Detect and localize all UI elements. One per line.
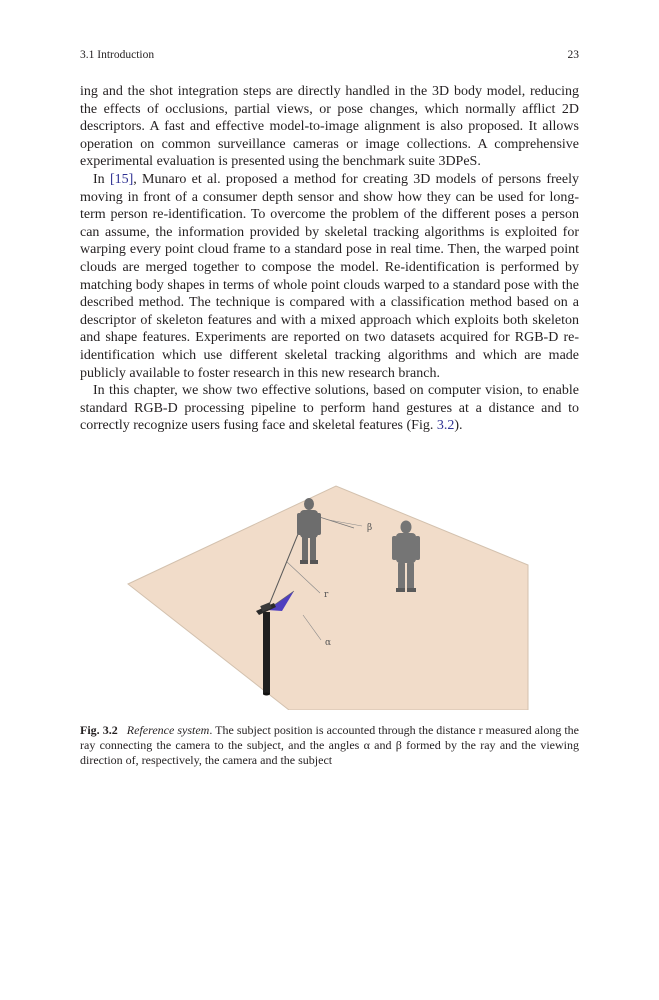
figure-caption xyxy=(80,723,579,768)
beta-label: β xyxy=(367,523,373,533)
caption-text: . The subject position is accounted through the distance r measured along the ray connecting the camera to the subject, and the angles α and β formed by the ray and the viewing direction of, respectively, the camera and the subject xyxy=(80,723,580,767)
paragraph-2 xyxy=(80,171,579,382)
running-header xyxy=(80,49,580,65)
r-label: r xyxy=(324,590,329,600)
alpha-label: α xyxy=(325,638,332,648)
paragraph-3-end: ). xyxy=(454,418,463,434)
paragraph-2-body: , Munaro et al. proposed a method for creating 3D models of persons freely moving in front of a consumer depth sensor and show how they can be used for long-term person re-identification. To overcome the problem of the different poses a person can assume, the information provided by skeletal tracking algorithms is exploited for warping every point cloud frame to a standard pose in real time. Then, the warped point clouds are merged together to compose the model. Re-identification is performed by matching body shapes in terms of whole point clouds warped to a standard pose with the described method. The technique is compared with a classification method based on a descriptor of skeleton features and with a mixed approach which exploits both skeleton and shape features. Experiments are reported on two datasets acquired for RGB-D re-identification which use different skeletal tracking algorithms and which are made publicly available to foster research in this new research branch. xyxy=(80,171,579,381)
section-title: 3.1 Introduction xyxy=(80,49,155,61)
paragraph-1: ing and the shot integration steps are directly handled in the 3D body model, reducing the effects of occlusions, partial views, or pose changes, which normally afflict 2D descriptors. A fast and effective model-to-image alignment is also proposed. It allows operation on common surveillance cameras or image collections. A comprehensive experimental evaluation is presented using the benchmark suite 3DPeS. xyxy=(80,84,579,170)
body-text xyxy=(80,83,579,435)
figure-reference-link[interactable]: 3.2 xyxy=(436,418,455,434)
paragraph-3-body: In this chapter, we show two effective solutions, based on computer vision, to enable standard RGB-D processing pipeline to perform hand gestures at a distance and to correctly recognize users fusing face and skeletal features (Fig. xyxy=(80,383,579,434)
reference-system-illustration xyxy=(124,470,536,710)
page-number: 23 xyxy=(567,49,579,61)
paragraph-3 xyxy=(80,382,579,435)
caption-label: Fig. 3.2 xyxy=(80,723,118,737)
caption-title: Reference system xyxy=(126,723,210,737)
figure-3-2 xyxy=(124,470,536,710)
paragraph-2-lead: In xyxy=(93,171,110,187)
citation-link[interactable]: [15] xyxy=(109,171,134,187)
